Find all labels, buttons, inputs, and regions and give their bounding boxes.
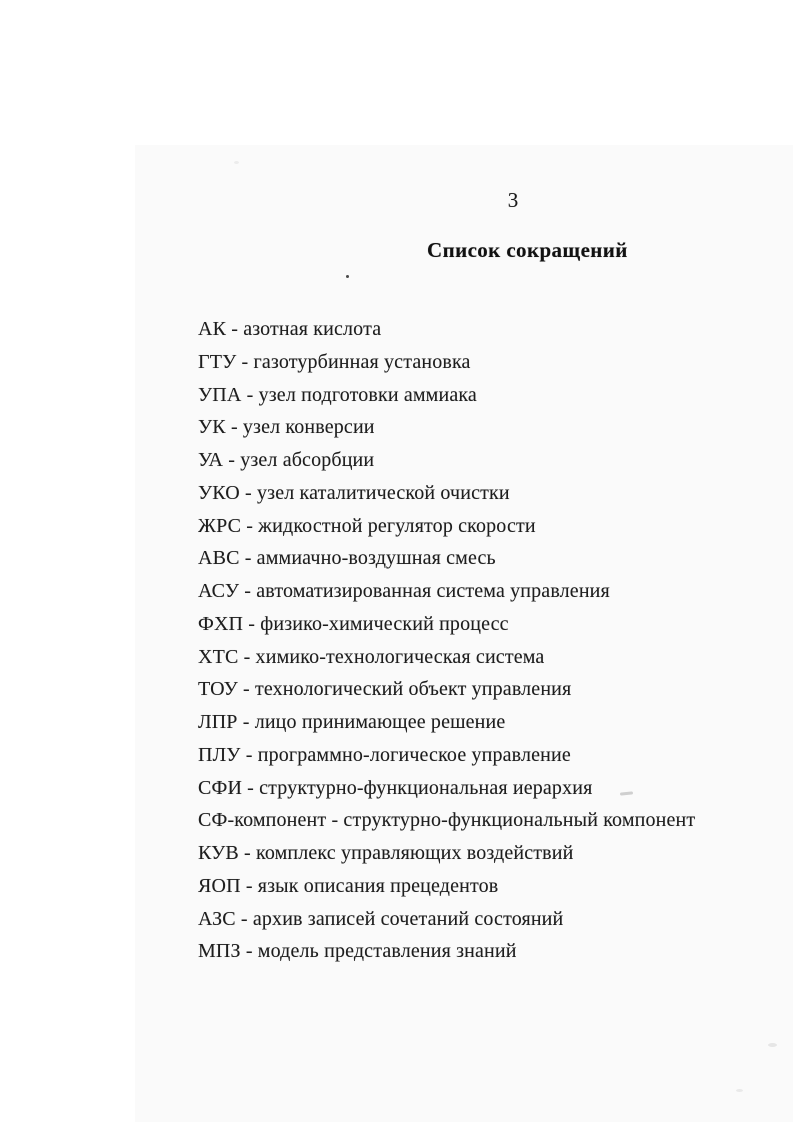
abbreviation-list — [198, 313, 758, 968]
scan-speckle — [346, 275, 349, 278]
abbreviation-item: АК - азотная кислота — [198, 318, 382, 340]
abbreviation-item: УК - узел конверсии — [198, 416, 375, 439]
scan-speckle — [768, 1043, 777, 1047]
abbreviation-item: АЗС - архив записей сочетаний состояний — [198, 907, 564, 930]
abbreviation-item: УА - узел абсорбции — [198, 449, 375, 471]
scan-speckle — [234, 161, 239, 164]
abbreviation-item: КУВ - комплекс управляющих воздействий — [198, 842, 574, 864]
page-title: Список сокращений — [427, 238, 628, 262]
abbreviation-item: ГТУ - газотурбинная установка — [198, 350, 471, 373]
abbreviation-item: ПЛУ - программно-логическое управление — [198, 743, 571, 766]
abbreviation-item: ЖРС - жидкостной регулятор скорости — [198, 514, 536, 537]
abbreviation-item: ФХП - физико-химический процесс — [198, 612, 509, 635]
abbreviation-item: ЯОП - язык описания прецедентов — [198, 874, 499, 897]
abbreviation-item: СФИ - структурно-функциональная иерархия — [198, 776, 593, 799]
abbreviation-item: УКО - узел каталитической очистки — [198, 481, 510, 504]
abbreviation-item: АСУ - автоматизированная система управления — [198, 580, 610, 602]
page-number: 3 — [507, 188, 519, 212]
abbreviation-item: ЛПР - лицо принимающее решение — [198, 711, 506, 733]
abbreviation-item: УПА - узел подготовки аммиака — [198, 383, 477, 406]
abbreviation-item: ХТС - химико-технологическая система — [198, 645, 545, 668]
abbreviation-item: ТОУ - технологический объект управления — [198, 678, 572, 701]
abbreviation-item: СФ-компонент - структурно-функциональный компонент — [198, 809, 696, 832]
abbreviation-item: МПЗ - модель представления знаний — [198, 940, 517, 963]
abbreviation-item: АВС - аммиачно-воздушная смесь — [198, 547, 496, 570]
scan-speckle — [736, 1089, 743, 1092]
